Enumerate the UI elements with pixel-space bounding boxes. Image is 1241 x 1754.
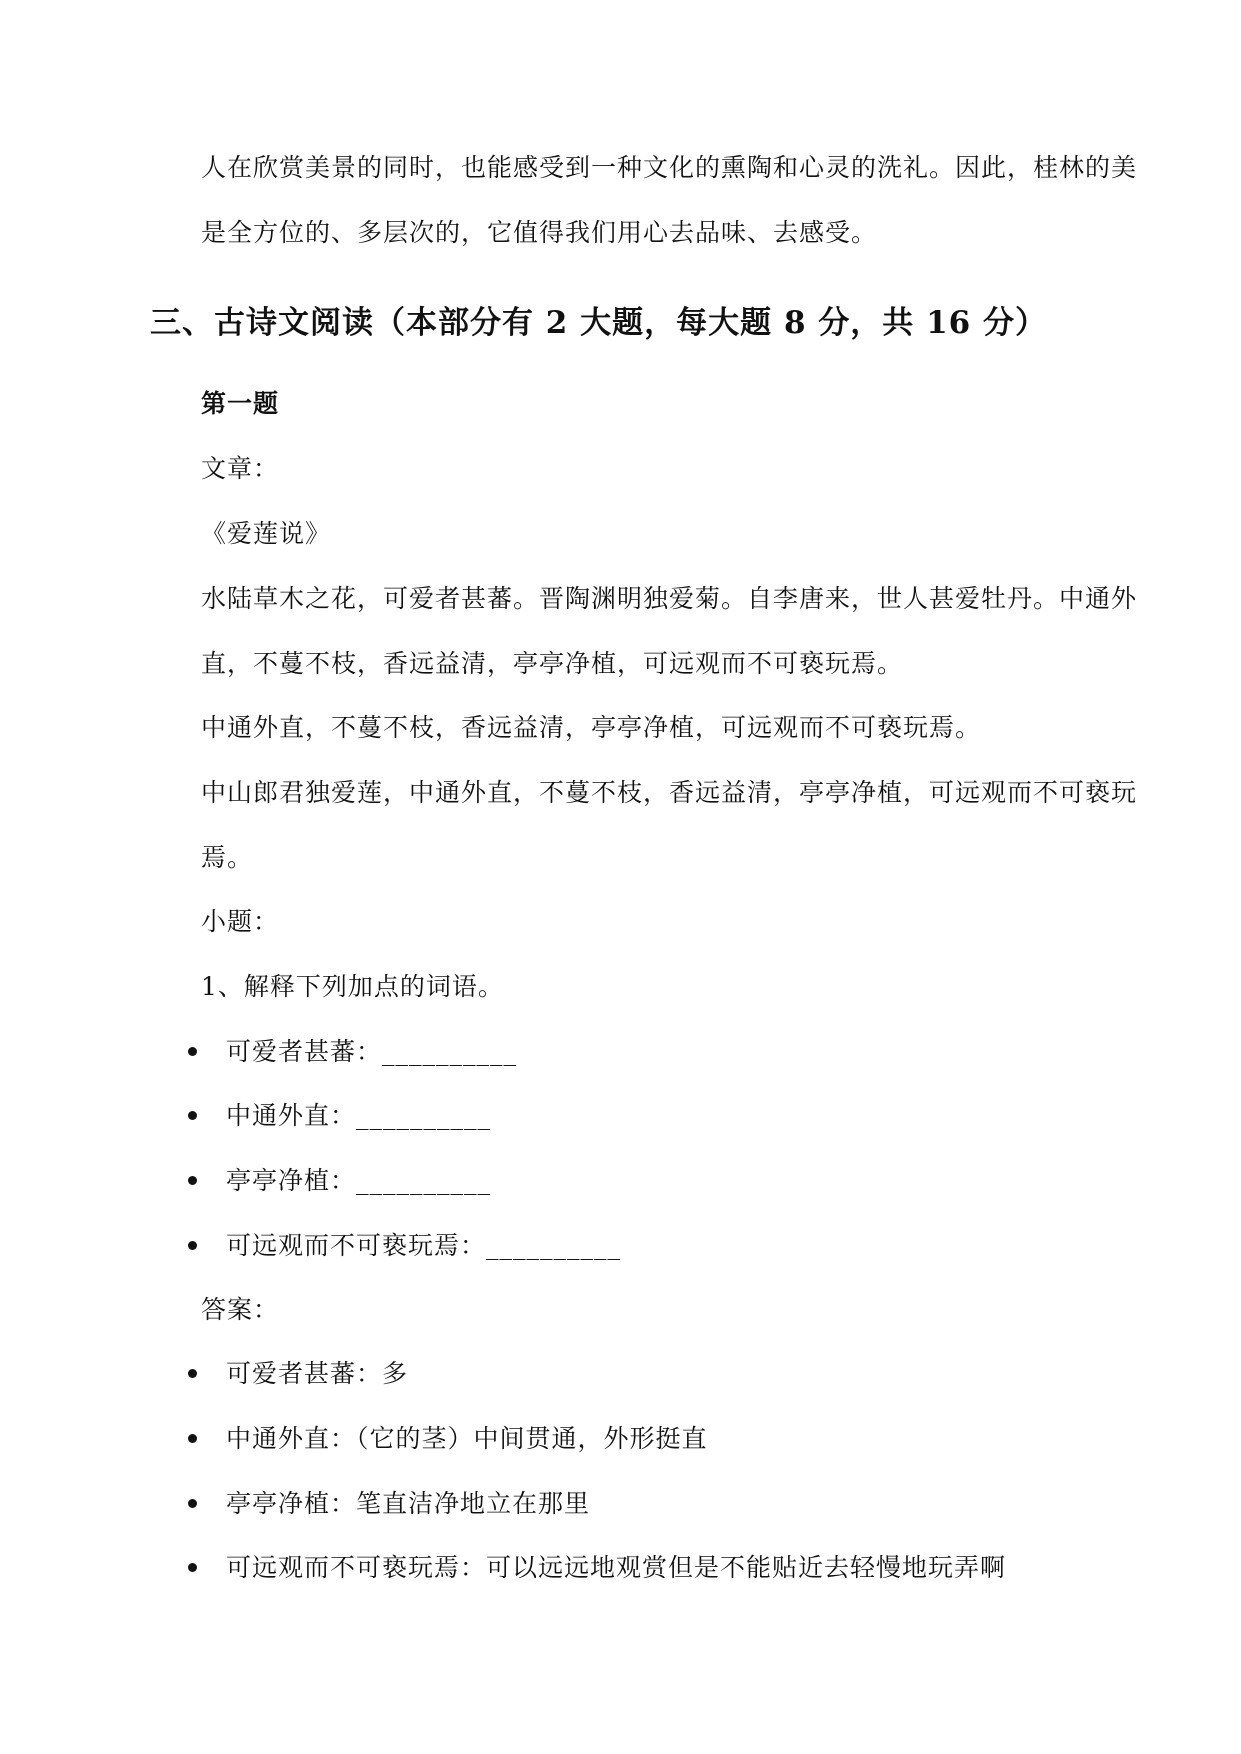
bullet-icon: [188, 1241, 197, 1250]
article-title: 《爱莲说》: [201, 519, 332, 548]
bullet-icon: [188, 1563, 197, 1572]
passage-line: 水陆草木之花，可爱者甚蕃。晋陶渊明独爱菊。自李唐来，世人甚爱牡丹。中通外: [201, 584, 1138, 613]
passage-line: 焉。: [201, 843, 254, 872]
question-title: 第一题: [201, 389, 280, 418]
answer-item: 亭亭净植：笔直洁净地立在那里: [226, 1489, 591, 1518]
passage-line: 中通外直，不蔓不枝，香远益清，亭亭净植，可远观而不可亵玩焉。: [201, 713, 982, 742]
blank-item: 可爱者甚蕃：__________: [226, 1037, 518, 1066]
answer-item: 可爱者甚蕃：多: [226, 1359, 409, 1388]
subquestions-label: 小题：: [201, 907, 280, 936]
intro-line-1: 人在欣赏美景的同时，也能感受到一种文化的熏陶和心灵的洗礼。因此，桂林的美: [201, 153, 1138, 182]
bullet-icon: [188, 1176, 197, 1185]
blank-item: 可远观而不可亵玩焉：__________: [226, 1231, 622, 1260]
bullet-icon: [188, 1499, 197, 1508]
answer-item: 可远观而不可亵玩焉：可以远远地观赏但是不能贴近去轻慢地玩弄啊: [226, 1553, 1007, 1582]
blank-item: 亭亭净植：__________: [226, 1166, 492, 1195]
article-label: 文章：: [201, 454, 280, 483]
passage-line: 直，不蔓不枝，香远益清，亭亭净植，可远观而不可亵玩焉。: [201, 649, 904, 678]
blank-item: 中通外直：__________: [226, 1101, 492, 1130]
bullet-icon: [188, 1047, 197, 1056]
subquestion-1: 1、解释下列加点的词语。: [201, 972, 504, 1001]
answer-item: 中通外直：（它的茎）中间贯通，外形挺直: [226, 1424, 708, 1453]
passage-line: 中山郎君独爱莲，中通外直，不蔓不枝，香远益清，亭亭净植，可远观而不可亵玩: [201, 778, 1138, 807]
intro-line-2: 是全方位的、多层次的，它值得我们用心去品味、去感受。: [201, 218, 878, 247]
bullet-icon: [188, 1111, 197, 1120]
answer-label: 答案：: [201, 1295, 280, 1324]
bullet-icon: [188, 1434, 197, 1443]
section-heading: 三、古诗文阅读（本部分有 2 大题，每大题 8 分，共 16 分）: [150, 305, 1048, 341]
bullet-icon: [188, 1369, 197, 1378]
